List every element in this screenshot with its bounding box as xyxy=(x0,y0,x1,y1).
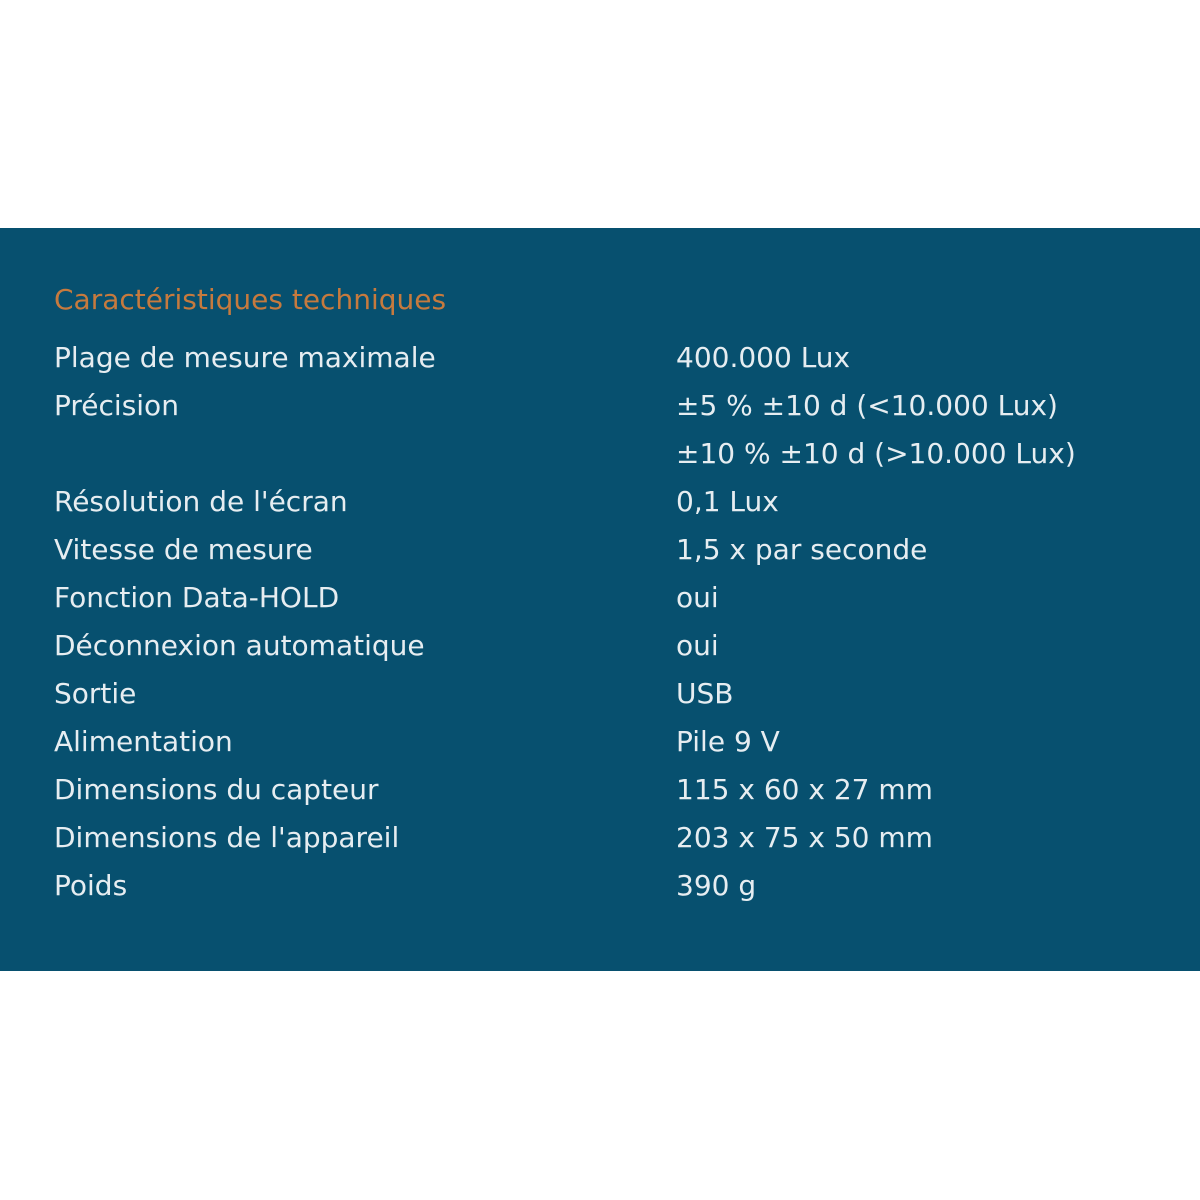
spec-label: Alimentation xyxy=(54,725,233,758)
spec-label: Poids xyxy=(54,869,128,902)
spec-title: Caractéristiques techniques xyxy=(54,283,447,316)
spec-label: Sortie xyxy=(54,677,137,710)
spec-value: oui xyxy=(676,629,719,662)
spec-label: Déconnexion automatique xyxy=(54,629,425,662)
spec-value: 390 g xyxy=(676,869,757,902)
spec-value: 400.000 Lux xyxy=(676,341,851,374)
spec-value: ±5 % ±10 d (<10.000 Lux) xyxy=(676,389,1058,422)
spec-row xyxy=(0,388,1200,436)
spec-label: Vitesse de mesure xyxy=(54,533,313,566)
spec-label: Dimensions de l'appareil xyxy=(54,821,400,854)
spec-value: Pile 9 V xyxy=(676,725,780,758)
spec-row xyxy=(0,484,1200,532)
spec-label: Précision xyxy=(54,389,179,422)
spec-row xyxy=(0,868,1200,916)
spec-value: ±10 % ±10 d (>10.000 Lux) xyxy=(676,437,1076,470)
spec-value: 0,1 Lux xyxy=(676,485,779,518)
spec-row xyxy=(0,340,1200,388)
spec-table xyxy=(0,340,1200,916)
spec-row xyxy=(0,772,1200,820)
spec-value: oui xyxy=(676,581,719,614)
spec-row xyxy=(0,724,1200,772)
spec-label: Dimensions du capteur xyxy=(54,773,379,806)
spec-row xyxy=(0,820,1200,868)
spec-label: Plage de mesure maximale xyxy=(54,341,436,374)
spec-row xyxy=(0,580,1200,628)
spec-label: Fonction Data-HOLD xyxy=(54,581,340,614)
spec-value: 1,5 x par seconde xyxy=(676,533,928,566)
spec-row xyxy=(0,436,1200,484)
spec-row xyxy=(0,676,1200,724)
spec-row xyxy=(0,532,1200,580)
spec-value: USB xyxy=(676,677,734,710)
spec-row xyxy=(0,628,1200,676)
spec-label: Résolution de l'écran xyxy=(54,485,348,518)
spec-value: 115 x 60 x 27 mm xyxy=(676,773,933,806)
spec-value: 203 x 75 x 50 mm xyxy=(676,821,933,854)
